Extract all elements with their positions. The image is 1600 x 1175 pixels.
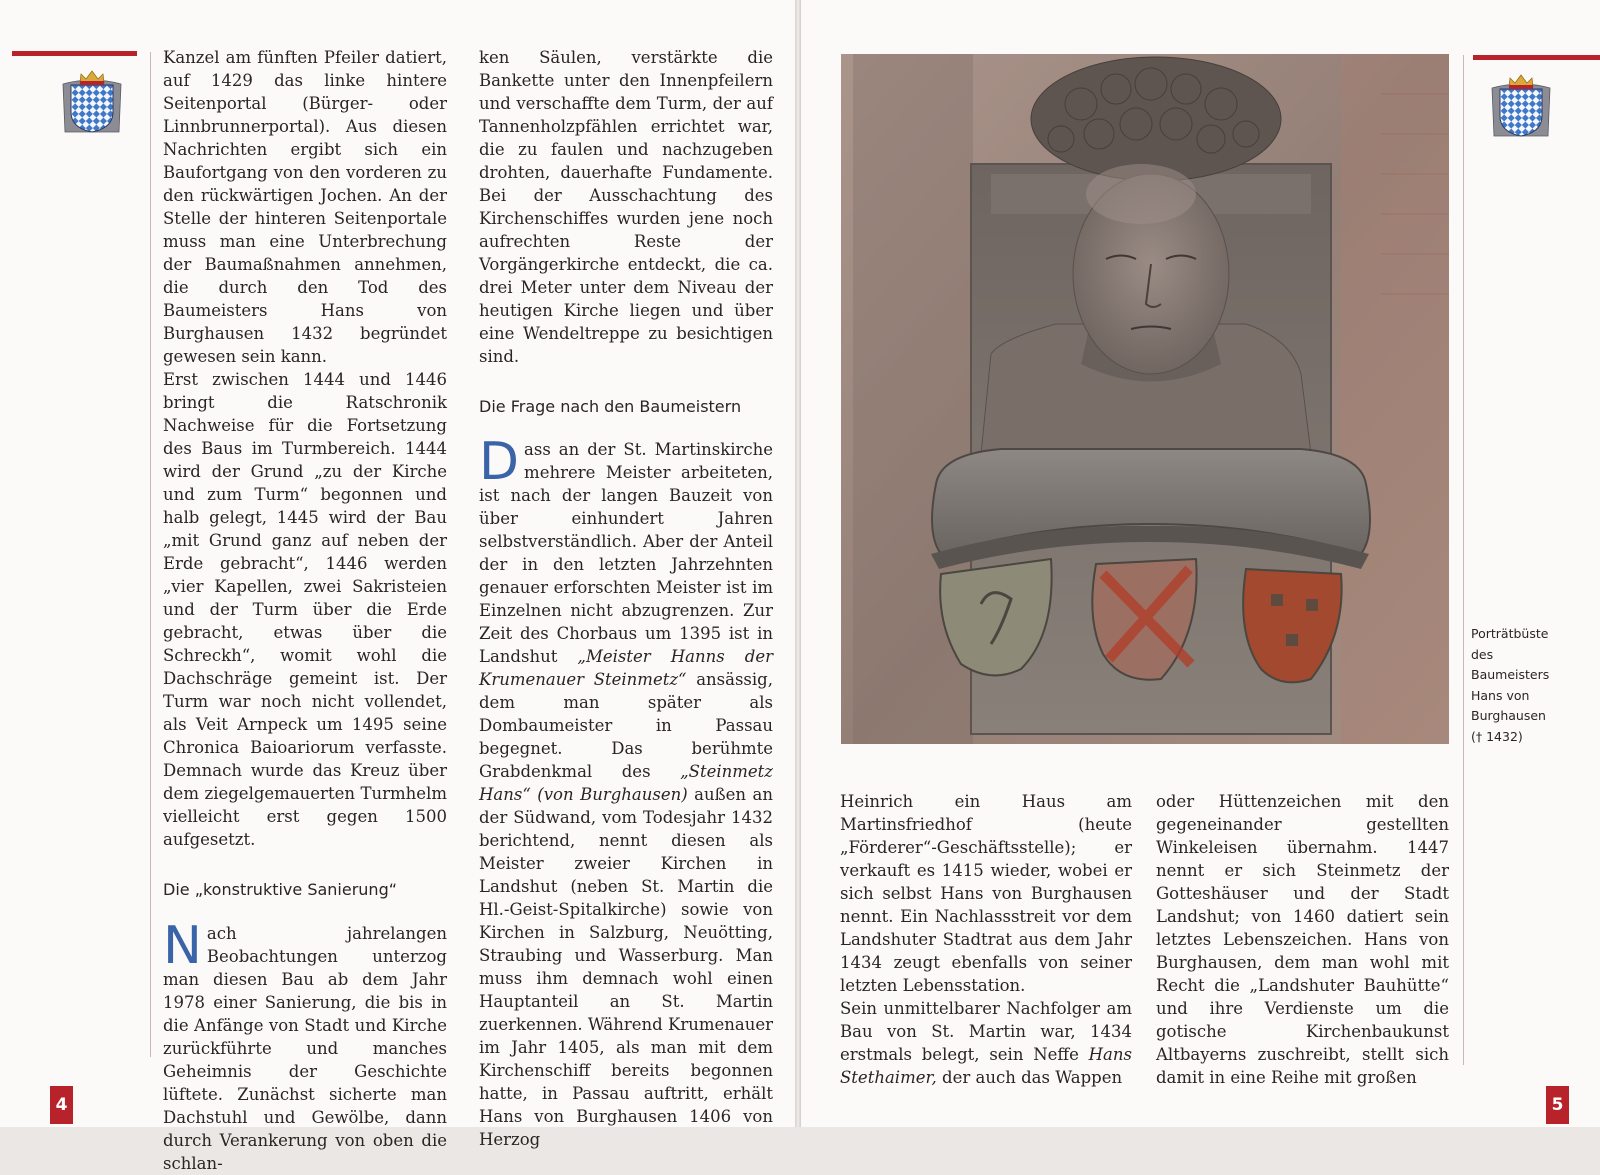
paragraph-with-dropcap — [163, 916, 447, 1175]
page-number: 4 — [50, 1086, 73, 1124]
paragraph-text: außen an der Südwand, vom Todesjahr 1432 berichtend, nennt diesen als Meister zweier Kirchen in Landshut (neben St. Martin die Hl.-Geist-Spitalkirche) sowie von Kirchen in Salzburg, Neuötting, Straubing und Wasserburg. Man muss ihm demnach wohl einen Hauptanteil an St. Martin zuerkennen. Während Krumenauer im Jahr 1405, als man mit dem Kirchenschiff bereits begonnen hatte, in Passau auftritt, erhält Hans von Burghausen 1406 von Herzog — [479, 785, 773, 1149]
paragraph: oder Hüttenzeichen mit den gegeneinander gestellten Winkeleisen übernahm. 1447 nennt er sich Steinmetz der Gotteshäuser und der Stadt Landshut; von 1460 datiert sein letztes Lebenszeichen. Hans von Burghausen, dem man wohl mit Recht die „Landshuter Bauhütte“ und ihre Verdienste um die gotische Kirchenbaukunst Altbayerns zuschreibt, stellt sich damit in eine Reihe mit großen — [1156, 792, 1449, 1087]
photo-caption: Porträtbüste des Baumeisters Hans von Burghausen († 1432) — [1471, 626, 1550, 744]
paragraph-text: der auch das Wappen — [936, 1068, 1123, 1087]
paragraph: Erst zwischen 1444 und 1446 bringt die Ratschronik Nachweise für die Fortsetzung des Baus im Turmbereich. 1444 wird der Grund „zu der Kirche und zum Turm“ begonnen und halb gelegt, 1445 wird der Bau „mit Grund ganz auf neben der Erde gebracht“, 1446 werden „vier Kapellen, zwei Sakristeien und der Turm über die Erde gebracht, etwas über die Schreckh“, womit wohl die Dachschräge gemeint ist. Der Turm war noch nicht vollendet, als Veit Arnpeck um 1495 seine Chronica Baioariorum verfasste. Demnach wurde das Kreuz über dem ziegelgemauerten Turmhelm vielleicht erst gegen 1500 aufgesetzt. — [163, 370, 447, 849]
paragraph: Heinrich ein Haus am Martinsfriedhof (heute „Förderer“-Geschäftsstelle); er verkauft es 1415 wieder, wobei er sich selbst Hans von Burghausen nennt. Ein Nachlassstreit vor dem Landshuter Stadtrat aus dem Jahr 1434 zeugt ebenfalls von seiner letzten Lebensstation. — [840, 792, 1132, 995]
paragraph: Kanzel am fünften Pfeiler datiert, auf 1429 das linke hintere Seitenportal (Bürger- oder Linnbrunnerportal). Aus diesen Nachrichten ergibt sich ein Baufortgang von den vorderen zu den rückwärtigen Jochen. An der Stelle der hinteren Seitenportale muss man eine Unterbrechung der Baumaßnahmen annehmen, die durch den Tod des Baumeisters Hans von Burghausen 1432 begründet gewesen sein kann. — [163, 48, 447, 366]
right-column-2 — [1156, 790, 1449, 1089]
bavarian-crest-icon — [1490, 72, 1552, 138]
paragraph: ken Säulen, verstärkte die Bankette unter den Innenpfeilern und verschaffte dem Turm, der auf Tannenholzpfählen errichtet war, die zu faulen und nachzugeben drohten, dauerhafte Fundamente. Bei der Ausschachtung des Kirchenschiffes wurden jene noch aufrechten Reste der Vorgängerkirche entdeckt, die ca. drei Meter unter dem Niveau der heutigen Kirche liegen und über eine Wendeltreppe zu besichtigen sind. — [479, 48, 773, 366]
section-heading: Die „konstruktive Sanierung“ — [163, 880, 398, 899]
bust-photo — [841, 54, 1449, 744]
left-column-2 — [479, 46, 773, 1151]
paragraph-text: Sein unmittelbarer Nachfolger am Bau von St. Martin war, 1434 erstmals belegt, sein Neffe — [840, 999, 1132, 1064]
bavarian-crest-icon — [61, 68, 123, 134]
paragraph — [840, 997, 1132, 1089]
italic-name: Hans Stethaimer, — [840, 1045, 1132, 1087]
italic-quote: „Steinmetz Hans“ (von Burghausen) — [479, 762, 773, 804]
page-number: 5 — [1546, 1086, 1569, 1124]
drop-cap: D — [479, 432, 520, 492]
right-red-bar — [1473, 55, 1600, 60]
left-page — [0, 0, 795, 1173]
paragraph-text: ach jahrelangen Beobachtungen unterzog man diesen Bau ab dem Jahr 1978 einer Sanierung, die bis in die Anfänge von Stadt und Kirche zurückführte und manches Geheimnis der Geschichte lüftete. Zunächst sicherte man Dachstuhl und Gewölbe, dann durch Verankerung von oben die schlan- — [163, 924, 447, 1173]
paragraph-with-dropcap — [479, 432, 773, 1151]
right-margin-rule — [1463, 55, 1464, 1065]
left-red-bar — [12, 51, 137, 56]
right-column-1 — [840, 790, 1132, 1089]
drop-cap: N — [163, 916, 202, 976]
left-margin-rule — [150, 52, 151, 1057]
left-column-1 — [163, 46, 447, 1175]
paragraph-text: ansässig, dem man später als Dombaumeister in Passau begegnet. Das berühmte Grabdenkmal des — [479, 670, 773, 781]
italic-quote: „Meister Hanns der Krumenauer Steinmetz“ — [479, 647, 773, 689]
paragraph-text: ass an der St. Martinskirche mehrere Meister arbeiteten, ist nach der langen Bauzeit von über einhundert Jahren selbstverständlich. Aber der Anteil der in den letzten Jahrzehnten genauer erforschten Meister ist im Einzelnen nicht abzugrenzen. Zur Zeit des Chorbaus um 1395 ist in Landshut — [479, 440, 773, 666]
section-heading: Die Frage nach den Baumeistern — [479, 397, 742, 416]
